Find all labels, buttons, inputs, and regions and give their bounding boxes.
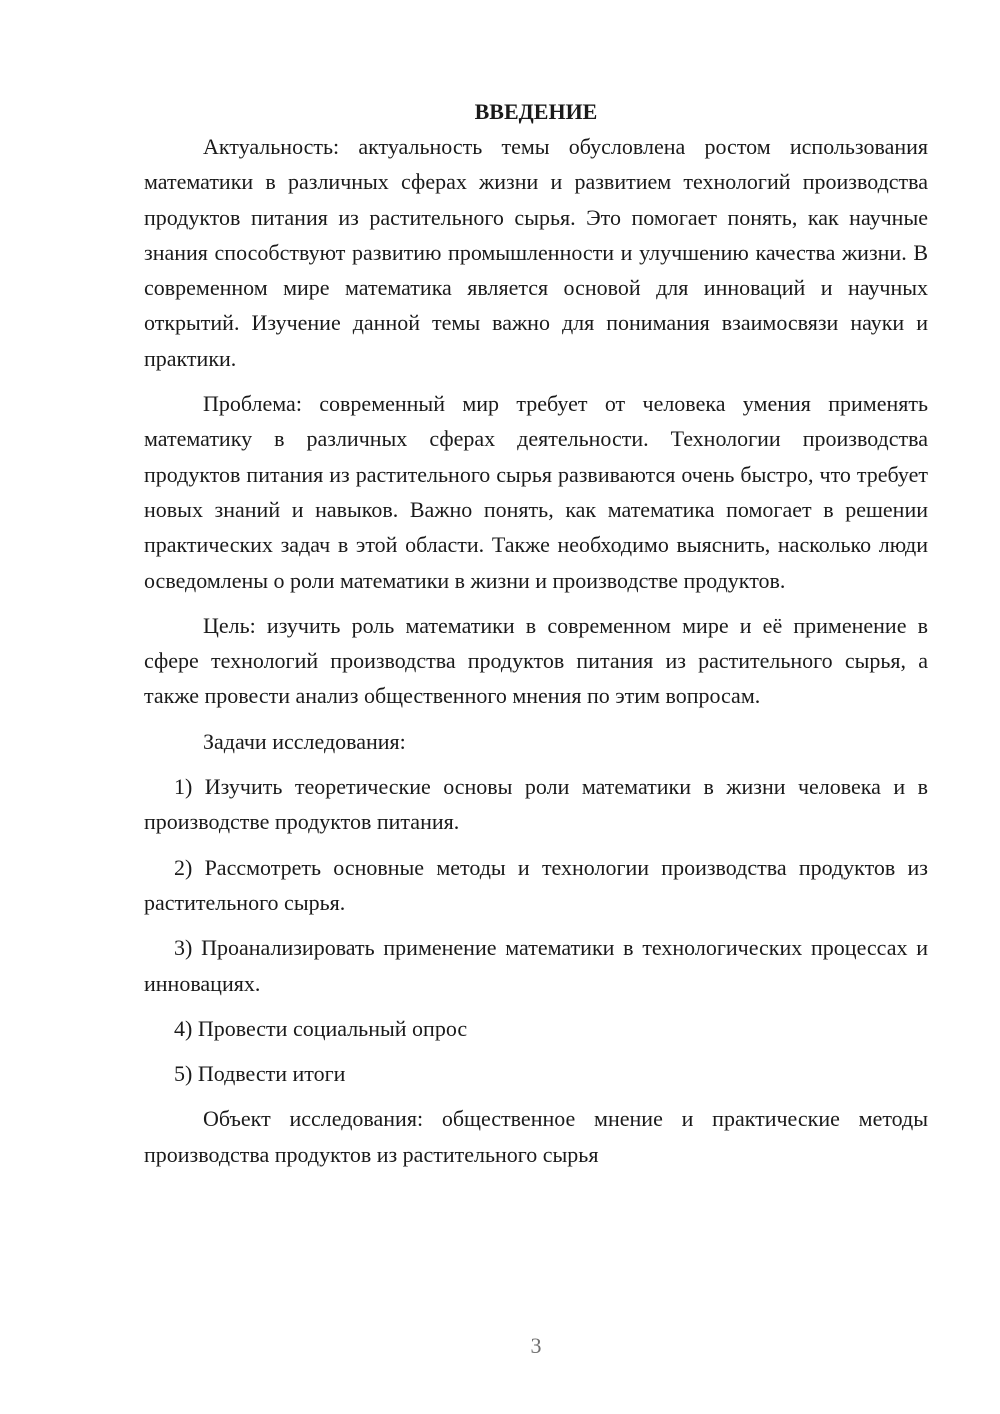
task-item-1: 1) Изучить теоретические основы роли математики в жизни человека и в производстве продуктов питания.: [144, 774, 928, 835]
task-item-2: 2) Рассмотреть основные методы и технологии производства продуктов из растительного сырья.: [144, 854, 928, 915]
page-number-footer: [0, 1333, 1000, 1359]
task-item-3: 3) Проанализировать применение математики в технологических процессах и инновациях.: [144, 935, 928, 996]
task-item-5: 5) Подвести итоги: [174, 1061, 346, 1087]
paragraph-problem: Проблема: современный мир требует от человека умения применять математику в различных сферах деятельности. Технологии производства продуктов питания из растительного сырья развиваются очень быстро, что требует новых знаний и навыков. Важно понять, как математика помогает в решении практических задач в этой области. Также необходимо выяснить, насколько люди осведомлены о роли математики в жизни и производстве продуктов.: [144, 391, 928, 593]
page-content: [144, 94, 928, 1182]
paragraph-goal: Цель: изучить роль математики в современном мире и её применение в сфере технологий производства продуктов питания из растительного сырья, а также провести анализ общественного мнения по этим вопросам.: [144, 612, 928, 709]
paragraph-relevance: Актуальность: актуальность темы обусловлена ростом использования математики в различных сферах жизни и развитием технологий производства продуктов питания из растительного сырья. Это помогает понять, как научные знания способствуют развитию промышленности и улучшению качества жизни. В современном мире математика является основой для инноваций и научных открытий. Изучение данной темы важно для понимания взаимосвязи науки и практики.: [144, 134, 928, 371]
page-number: 3: [530, 1333, 542, 1358]
section-title: ВВЕДЕНИЕ: [474, 99, 598, 124]
paragraph-object: Объект исследования: общественное мнение и практические методы производства продуктов из растительного сырья: [144, 1106, 928, 1167]
task-item-4: 4) Провести социальный опрос: [174, 1015, 468, 1041]
tasks-heading: Задачи исследования:: [203, 728, 406, 754]
